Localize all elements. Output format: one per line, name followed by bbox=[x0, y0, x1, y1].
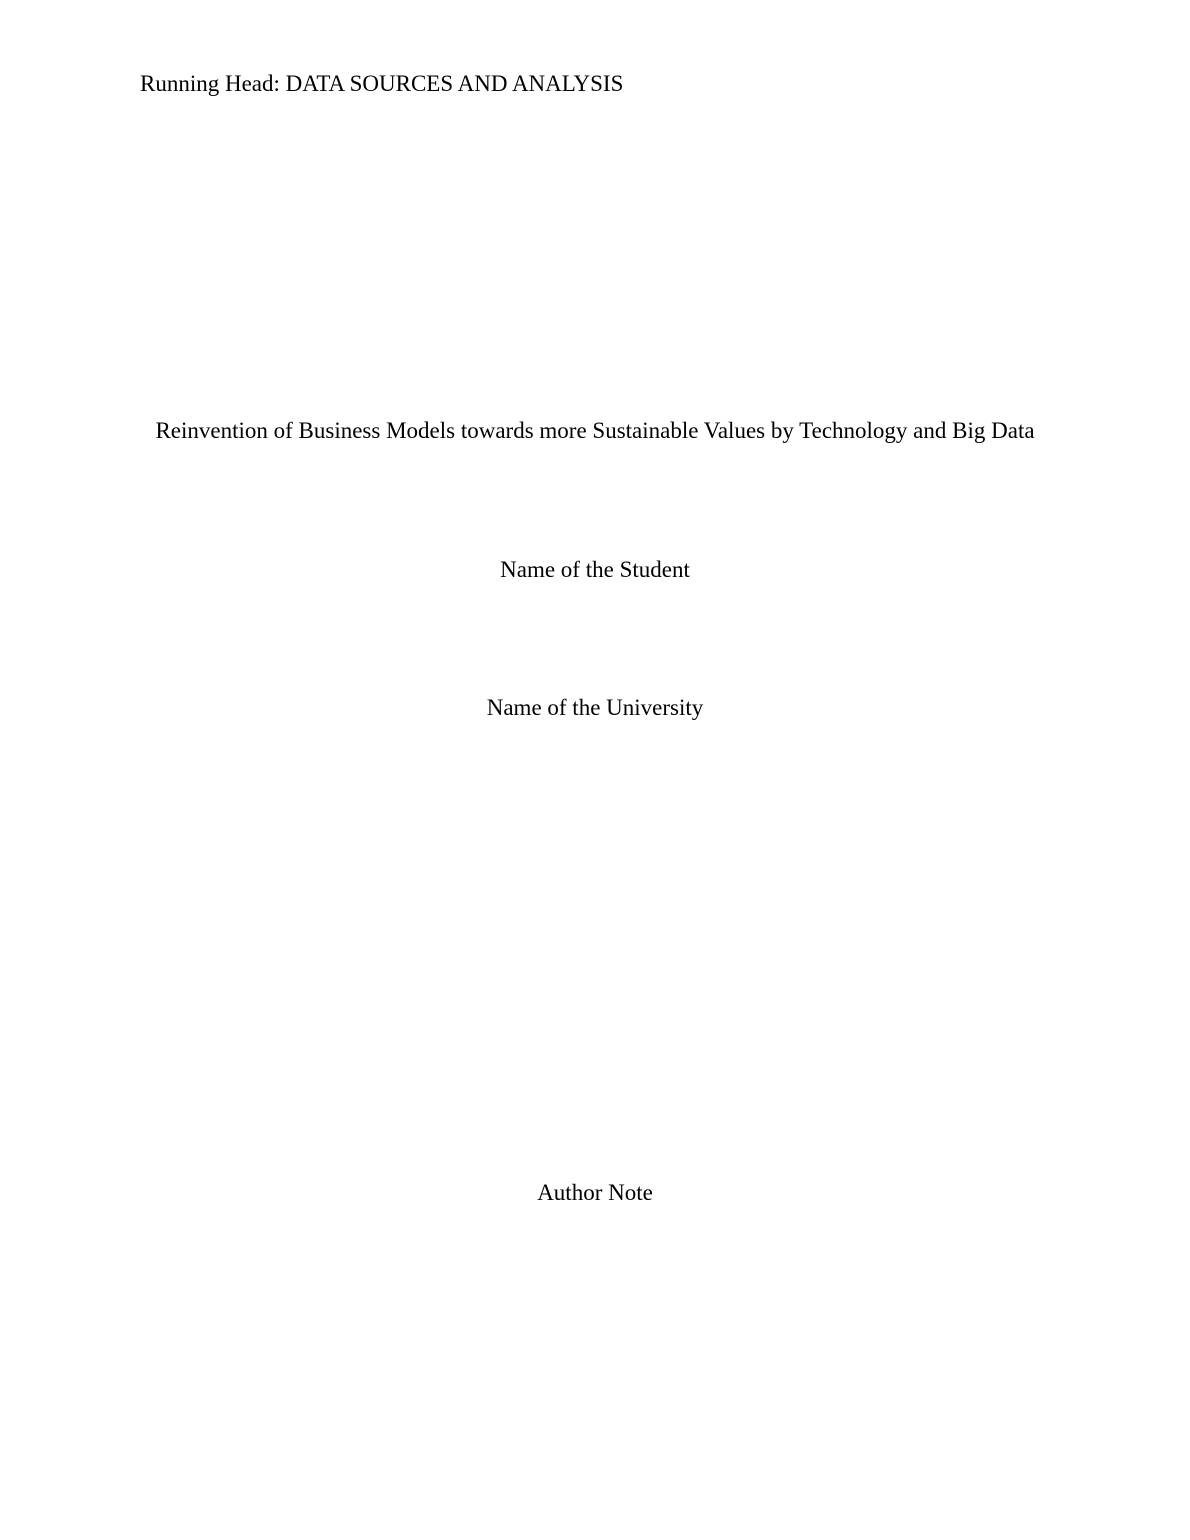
student-name: Name of the Student bbox=[500, 557, 690, 582]
document-title: Reinvention of Business Models towards more Sustainable Values by Technology and Big Data bbox=[155, 418, 1035, 443]
running-head: Running Head: DATA SOURCES AND ANALYSIS bbox=[140, 71, 624, 96]
author-note-heading: Author Note bbox=[537, 1180, 653, 1205]
university-name: Name of the University bbox=[486, 695, 704, 720]
